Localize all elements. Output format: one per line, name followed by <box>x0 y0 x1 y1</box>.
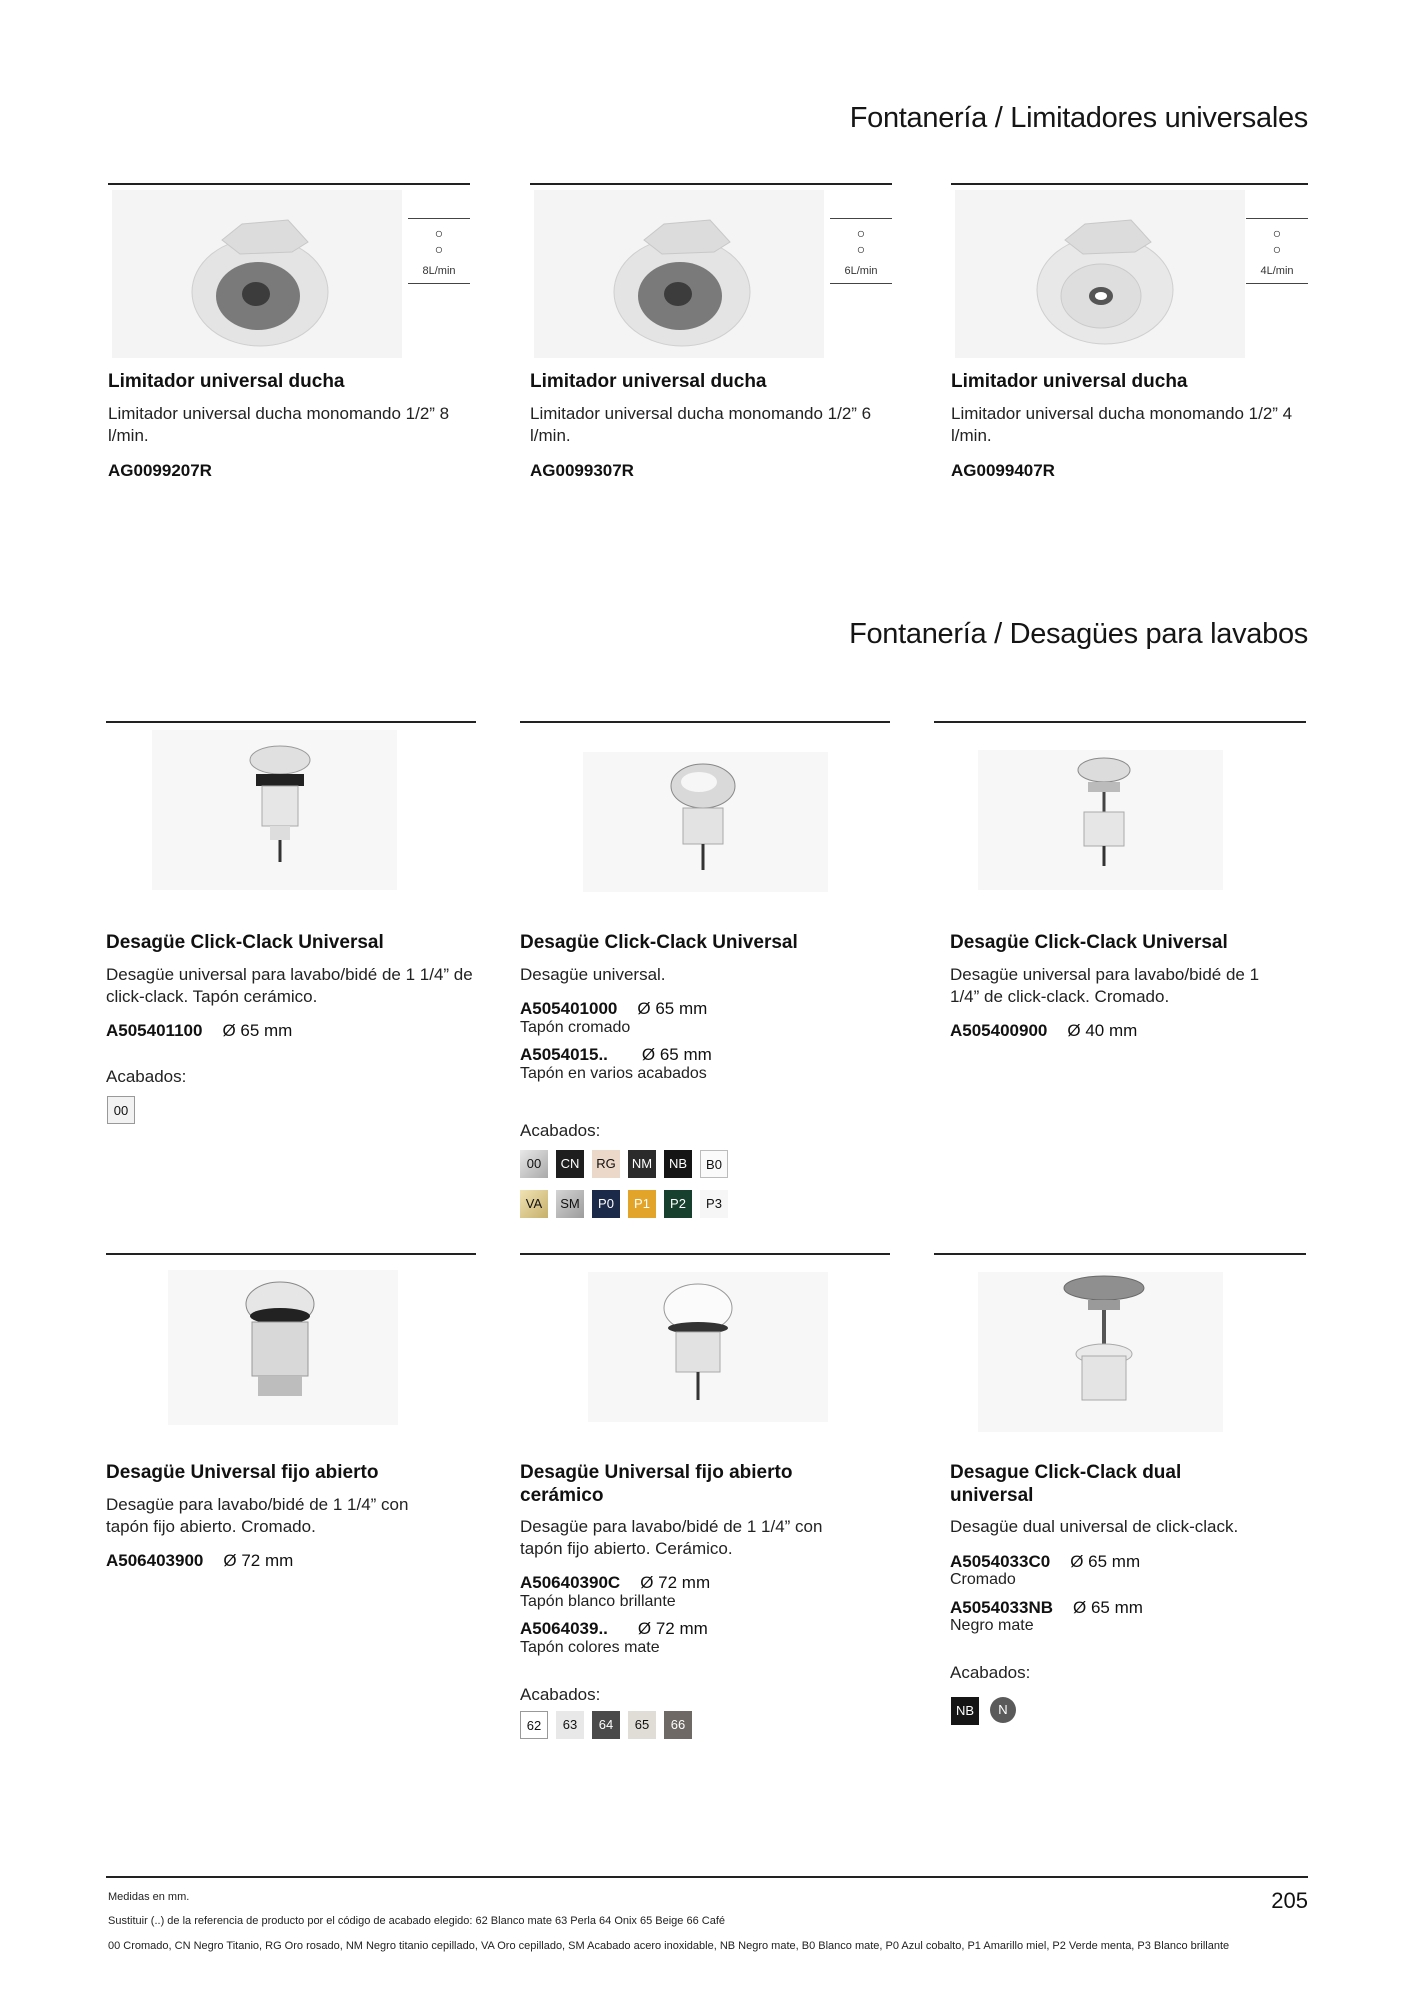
flow-rate-badge <box>408 218 470 284</box>
product-photo-limitador-8 <box>112 190 402 358</box>
diameter: Ø 65 mm <box>1070 1552 1141 1571</box>
flow-rate-label: 6L/min <box>844 265 878 277</box>
product-code: AG0099207R <box>108 461 212 480</box>
finish-swatch-NB: NB <box>664 1150 692 1178</box>
product-code: A505401000 <box>520 999 618 1018</box>
product-description: Limitador universal ducha monomando 1/2” 6 l/min. <box>530 404 872 445</box>
finish-swatch-CN: CN <box>556 1150 584 1178</box>
product-photo-desague <box>588 1272 828 1422</box>
product-ref-row <box>520 1572 710 1593</box>
flow-rate-label: 8L/min <box>422 265 456 277</box>
flow-rate-badge <box>830 218 892 284</box>
product-ref-row <box>520 1044 712 1065</box>
product-code: A5054015.. <box>520 1045 608 1064</box>
product-ref-row <box>950 1597 1143 1618</box>
diameter: Ø 72 mm <box>640 1573 711 1592</box>
product-code: AG0099307R <box>530 461 634 480</box>
finishes-label: Acabados: <box>106 1067 187 1086</box>
divider <box>520 1253 890 1255</box>
diameter: Ø 72 mm <box>637 1619 708 1638</box>
product-code: A5054033C0 <box>950 1552 1051 1571</box>
finish-swatch-P3: P3 <box>700 1190 728 1218</box>
product-note: Tapón colores mate <box>520 1639 660 1656</box>
section-title-limitadores: Fontanería / Limitadores universales <box>849 102 1308 134</box>
product-description: Desagüe universal para lavabo/bidé de 1 1/4” de click-clack. Tapón cerámico. <box>106 965 473 1006</box>
product-photo-desague <box>152 730 397 890</box>
divider <box>106 721 476 723</box>
finish-swatch-00: 00 <box>107 1096 135 1124</box>
finish-swatch-P2: P2 <box>664 1190 692 1218</box>
product-note: Negro mate <box>950 1617 1034 1634</box>
finish-swatch-00: 00 <box>520 1150 548 1178</box>
limitador-illustration <box>112 190 402 358</box>
product-code: A505401100 <box>106 1021 203 1040</box>
footer-note-codes: Sustituir (..) de la referencia de producto por el código de acabado elegido: 62 Blanco mate 63 Perla 64 Onix 65 Beige 66 Café <box>108 1915 725 1927</box>
product-note: Cromado <box>950 1571 1016 1588</box>
product-ref-row <box>520 1618 708 1639</box>
drain-illustration <box>588 1272 828 1422</box>
product-title: Limitador universal ducha <box>530 371 767 392</box>
drain-illustration <box>978 750 1223 890</box>
footer-divider <box>106 1876 1308 1878</box>
product-code: A505400900 <box>950 1021 1048 1040</box>
product-title: Desague Click-Clack dual universal <box>950 1462 1182 1506</box>
product-description: Desagüe universal. <box>520 965 666 984</box>
product-photo-desague <box>583 752 828 892</box>
product-description: Limitador universal ducha monomando 1/2” 4 l/min. <box>951 404 1293 445</box>
finish-swatch-P0: P0 <box>592 1190 620 1218</box>
product-photo-limitador-4 <box>955 190 1245 358</box>
product-ref-row <box>950 1551 1140 1572</box>
drain-illustration <box>978 1272 1223 1432</box>
product-note: Tapón blanco brillante <box>520 1593 676 1610</box>
product-title: Desagüe Click-Clack Universal <box>950 932 1228 953</box>
product-photo-desague <box>978 750 1223 890</box>
divider <box>951 183 1308 185</box>
product-ref-row <box>520 998 707 1019</box>
product-description: Desagüe universal para lavabo/bidé de 1 1/4” de click-clack. Cromado. <box>950 965 1260 1006</box>
product-title: Desagüe Click-Clack Universal <box>520 932 798 953</box>
divider <box>106 1253 476 1255</box>
product-title: Desagüe Universal fijo abierto <box>106 1462 379 1483</box>
product-note: Tapón en varios acabados <box>520 1065 707 1082</box>
product-description: Desagüe para lavabo/bidé de 1 1/4” con tapón fijo abierto. Cromado. <box>106 1495 409 1536</box>
limitador-illustration <box>955 190 1245 358</box>
divider <box>530 183 892 185</box>
product-ref-row <box>106 1550 293 1571</box>
finish-swatch-NM: NM <box>628 1150 656 1178</box>
product-photo-limitador-6 <box>534 190 824 358</box>
finish-swatch-VA: VA <box>520 1190 548 1218</box>
finish-swatch-NB: NB <box>951 1697 979 1725</box>
finish-swatch-RG: RG <box>592 1150 620 1178</box>
product-code: A506403900 <box>106 1551 204 1570</box>
flow-rate-label: 4L/min <box>1260 265 1294 277</box>
water-drop-icon: ○ ○ <box>1272 225 1282 257</box>
product-title: Desagüe Click-Clack Universal <box>106 932 384 953</box>
diameter: Ø 65 mm <box>1073 1598 1143 1617</box>
product-ref-row <box>106 1020 292 1041</box>
divider <box>520 721 890 723</box>
product-note: Tapón cromado <box>520 1019 631 1036</box>
divider <box>934 1253 1306 1255</box>
finish-swatch-63: 63 <box>556 1711 584 1739</box>
drain-illustration <box>583 752 828 892</box>
divider <box>108 183 470 185</box>
finish-swatch-P1: P1 <box>628 1190 656 1218</box>
diameter: Ø 65 mm <box>637 999 708 1018</box>
finish-swatch-SM: SM <box>556 1190 584 1218</box>
finish-swatch-62: 62 <box>520 1711 548 1739</box>
product-title: Limitador universal ducha <box>951 371 1188 392</box>
page-number: 205 <box>1271 1888 1308 1913</box>
finish-swatch-65: 65 <box>628 1711 656 1739</box>
product-title: Desagüe Universal fijo abierto cerámico <box>520 1462 793 1506</box>
product-ref-row <box>950 1020 1137 1041</box>
water-drop-icon: ○ ○ <box>856 225 866 257</box>
product-photo-desague <box>978 1272 1223 1432</box>
finishes-label: Acabados: <box>520 1121 601 1140</box>
footer-note-finishes: 00 Cromado, CN Negro Titanio, RG Oro rosado, NM Negro titanio cepillado, VA Oro cepillado, SM Acabado acero inoxidable, NB Negro mate, B0 Blanco mate, P0 Azul cobalto, P1 Amarillo miel, P2 Verde menta, P3 Blanco brillante <box>108 1940 1230 1952</box>
footer-note-measures: Medidas en mm. <box>108 1891 190 1903</box>
divider <box>934 721 1306 723</box>
product-description: Desagüe dual universal de click-clack. <box>950 1517 1239 1536</box>
product-code: A50640390C <box>520 1573 621 1592</box>
product-title: Limitador universal ducha <box>108 371 345 392</box>
drain-illustration <box>152 730 397 890</box>
flow-rate-badge <box>1246 218 1308 284</box>
product-description: Desagüe para lavabo/bidé de 1 1/4” con tapón fijo abierto. Cerámico. <box>520 1517 823 1558</box>
product-code: A5054033NB <box>950 1598 1054 1617</box>
diameter: Ø 65 mm <box>641 1045 712 1064</box>
product-code: AG0099407R <box>951 461 1055 480</box>
finish-swatch-64: 64 <box>592 1711 620 1739</box>
section-title-desagues: Fontanería / Desagües para lavabos <box>849 618 1308 650</box>
diameter: Ø 65 mm <box>222 1021 293 1040</box>
water-drop-icon: ○ ○ <box>434 225 444 257</box>
product-description: Limitador universal ducha monomando 1/2” 8 l/min. <box>108 404 450 445</box>
finishes-label: Acabados: <box>520 1685 601 1704</box>
diameter: Ø 72 mm <box>223 1551 294 1570</box>
finishes-label: Acabados: <box>950 1663 1031 1682</box>
product-photo-desague <box>168 1270 398 1425</box>
limitador-illustration <box>534 190 824 358</box>
finish-swatch-66: 66 <box>664 1711 692 1739</box>
finish-swatch-N: N <box>990 1697 1016 1723</box>
product-code: A5064039.. <box>520 1619 608 1638</box>
drain-illustration <box>168 1270 398 1425</box>
diameter: Ø 40 mm <box>1067 1021 1138 1040</box>
finish-swatch-B0: B0 <box>700 1150 728 1178</box>
